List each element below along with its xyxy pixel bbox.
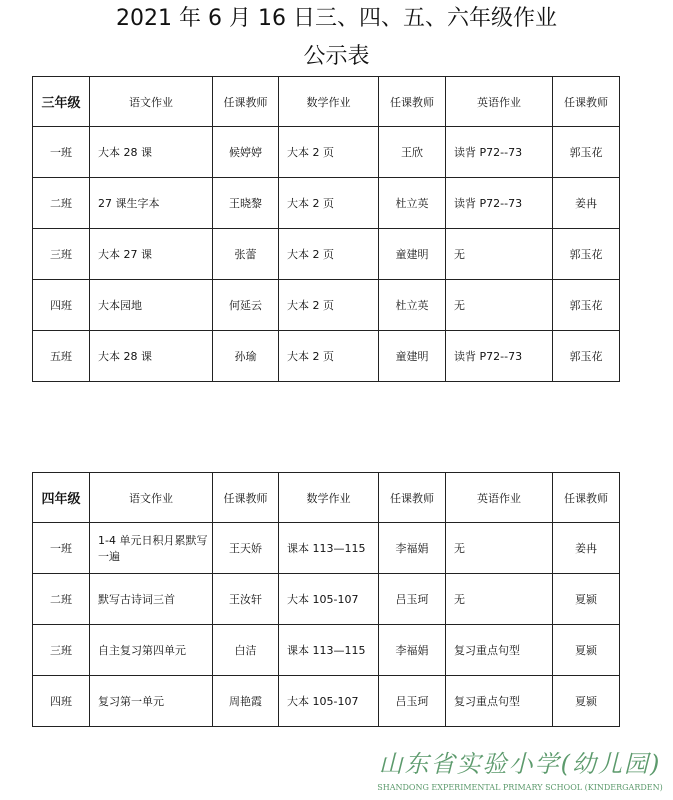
math-homework-cell: 大本 2 页 [279, 280, 379, 331]
math-teacher-cell: 童建明 [379, 331, 446, 382]
header-math-homework: 数学作业 [279, 77, 379, 127]
chinese-homework-cell: 大本 28 课 [90, 331, 213, 382]
english-teacher-cell: 郭玉花 [553, 229, 620, 280]
english-homework-cell: 无 [446, 523, 553, 574]
english-homework-cell: 复习重点句型 [446, 625, 553, 676]
header-english-homework: 英语作业 [446, 77, 553, 127]
table-header-row [33, 77, 620, 127]
chinese-teacher-cell: 孙瑜 [213, 331, 279, 382]
english-homework-cell: 读背 P72--73 [446, 127, 553, 178]
english-homework-cell: 复习重点句型 [446, 676, 553, 727]
class-cell: 四班 [33, 676, 90, 727]
math-teacher-cell: 李福娟 [379, 523, 446, 574]
math-homework-cell: 大本 105-107 [279, 574, 379, 625]
chinese-teacher-cell: 周艳霞 [213, 676, 279, 727]
table-row [33, 676, 620, 727]
page-title: 2021 年 6 月 16 日三、四、五、六年级作业 [116, 6, 557, 31]
school-logo [372, 748, 668, 798]
class-cell: 二班 [33, 574, 90, 625]
class-cell: 三班 [33, 229, 90, 280]
table-row [33, 625, 620, 676]
math-homework-cell: 大本 2 页 [279, 127, 379, 178]
chinese-homework-cell: 复习第一单元 [90, 676, 213, 727]
math-homework-cell: 课本 113—115 [279, 625, 379, 676]
class-cell: 一班 [33, 127, 90, 178]
class-cell: 一班 [33, 523, 90, 574]
class-cell: 三班 [33, 625, 90, 676]
chinese-teacher-cell: 何延云 [213, 280, 279, 331]
school-logo-cn: 山东省实验小学(幼儿园) [378, 750, 662, 778]
math-homework-cell: 大本 2 页 [279, 178, 379, 229]
header-english-teacher: 任课教师 [553, 473, 620, 523]
math-teacher-cell: 童建明 [379, 229, 446, 280]
chinese-teacher-cell: 王晓黎 [213, 178, 279, 229]
table-header-row [33, 473, 620, 523]
table-row [33, 331, 620, 382]
english-teacher-cell: 姜冉 [553, 523, 620, 574]
header-english-homework: 英语作业 [446, 473, 553, 523]
math-homework-cell: 大本 2 页 [279, 229, 379, 280]
english-homework-cell: 无 [446, 229, 553, 280]
header-chinese-homework: 语文作业 [90, 77, 213, 127]
table-row [33, 127, 620, 178]
grade4-homework-table [32, 472, 620, 727]
chinese-teacher-cell: 白洁 [213, 625, 279, 676]
header-chinese-teacher: 任课教师 [213, 473, 279, 523]
grade-label: 四年级 [33, 473, 90, 523]
table-row [33, 280, 620, 331]
chinese-homework-cell: 27 课生字本 [90, 178, 213, 229]
header-chinese-homework: 语文作业 [90, 473, 213, 523]
table-row [33, 178, 620, 229]
english-teacher-cell: 郭玉花 [553, 331, 620, 382]
math-homework-cell: 课本 113—115 [279, 523, 379, 574]
header-chinese-teacher: 任课教师 [213, 77, 279, 127]
english-homework-cell: 读背 P72--73 [446, 331, 553, 382]
table-row [33, 229, 620, 280]
chinese-homework-cell: 大本 27 课 [90, 229, 213, 280]
grade-label: 三年级 [33, 77, 90, 127]
english-teacher-cell: 夏颍 [553, 676, 620, 727]
math-teacher-cell: 杜立英 [379, 178, 446, 229]
english-teacher-cell: 夏颍 [553, 574, 620, 625]
english-teacher-cell: 郭玉花 [553, 280, 620, 331]
math-teacher-cell: 杜立英 [379, 280, 446, 331]
school-logo-en: SHANDONG EXPERIMENTAL PRIMARY SCHOOL (KINDERGARDEN) [377, 783, 663, 792]
class-cell: 四班 [33, 280, 90, 331]
chinese-homework-cell: 默写古诗词三首 [90, 574, 213, 625]
chinese-teacher-cell: 张蕾 [213, 229, 279, 280]
english-teacher-cell: 夏颍 [553, 625, 620, 676]
english-teacher-cell: 郭玉花 [553, 127, 620, 178]
english-teacher-cell: 姜冉 [553, 178, 620, 229]
math-homework-cell: 大本 105-107 [279, 676, 379, 727]
header-math-teacher: 任课教师 [379, 473, 446, 523]
chinese-homework-cell: 大本园地 [90, 280, 213, 331]
header-math-homework: 数学作业 [279, 473, 379, 523]
math-teacher-cell: 吕玉珂 [379, 676, 446, 727]
chinese-teacher-cell: 候婷婷 [213, 127, 279, 178]
english-homework-cell: 读背 P72--73 [446, 178, 553, 229]
chinese-teacher-cell: 王汝轩 [213, 574, 279, 625]
page-subtitle: 公示表 [303, 44, 370, 69]
header-math-teacher: 任课教师 [379, 77, 446, 127]
chinese-homework-cell: 大本 28 课 [90, 127, 213, 178]
chinese-homework-cell: 自主复习第四单元 [90, 625, 213, 676]
english-homework-cell: 无 [446, 574, 553, 625]
grade3-homework-table [32, 76, 620, 382]
english-homework-cell: 无 [446, 280, 553, 331]
header-english-teacher: 任课教师 [553, 77, 620, 127]
table-row [33, 574, 620, 625]
chinese-homework-cell: 1-4 单元日积月累默写一遍 [90, 523, 213, 574]
math-teacher-cell: 王欣 [379, 127, 446, 178]
chinese-teacher-cell: 王天娇 [213, 523, 279, 574]
table-row [33, 523, 620, 574]
math-teacher-cell: 吕玉珂 [379, 574, 446, 625]
math-homework-cell: 大本 2 页 [279, 331, 379, 382]
class-cell: 二班 [33, 178, 90, 229]
math-teacher-cell: 李福娟 [379, 625, 446, 676]
class-cell: 五班 [33, 331, 90, 382]
